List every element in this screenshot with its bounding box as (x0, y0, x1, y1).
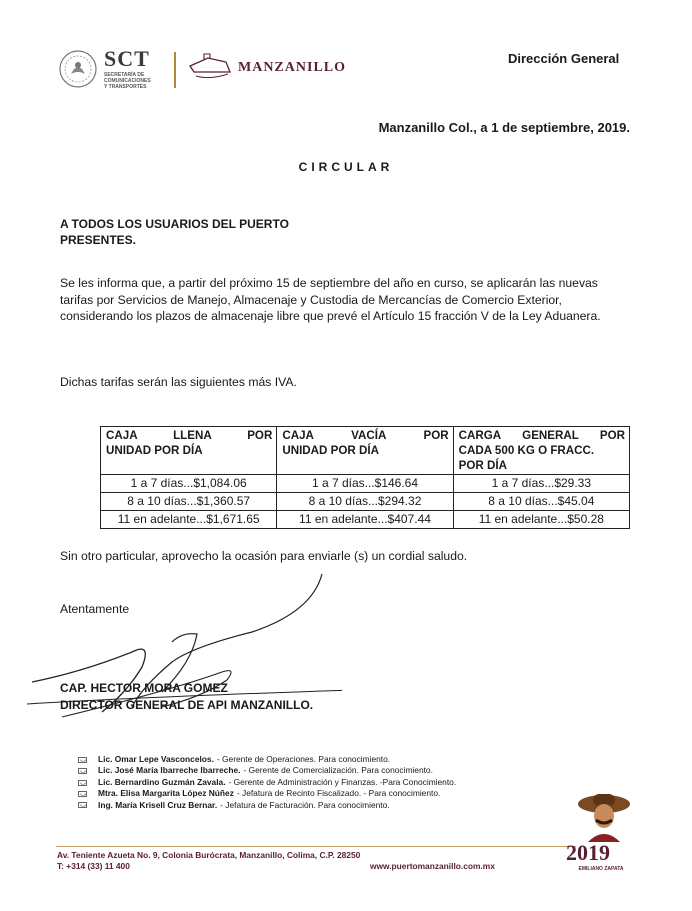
department-title: Dirección General (508, 51, 620, 66)
tariff-table (100, 426, 630, 529)
envelope-icon (78, 757, 87, 763)
port-name-logo: MANZANILLO (238, 60, 347, 75)
envelope-icon (78, 780, 87, 786)
year-subtitle: EMILIANO ZAPATA (578, 866, 624, 872)
year-logo: 2019 (566, 840, 610, 865)
list-item: Mtra. Elisa Margarita López Núñez - Jefatura de Recinto Fiscalizado. - Para conocimiento. (78, 788, 456, 799)
ccp-list (78, 754, 456, 811)
footer-website[interactable]: www.puertomanzanillo.com.mx (370, 861, 495, 871)
list-item: Lic. José María Ibarreche Ibarreche. - Gerente de Comercialización. Para conocimiento. (78, 765, 456, 776)
mexico-seal-icon (58, 48, 98, 90)
footer-address: Av. Teniente Azueta No. 9, Colonia Burócrata, Manzanillo, Colima, C.P. 28250 T: +314 (33) 11 400 (57, 850, 361, 871)
table-row: 11 en adelante...$1,671.65 11 en adelante...$407.44 11 en adelante...$50.28 (101, 511, 630, 529)
envelope-icon (78, 768, 87, 774)
document-type: CIRCULAR (298, 160, 394, 174)
ship-logo-icon (186, 52, 234, 82)
col-empty-container: CAJA VACÍA POR UNIDAD POR DÍA (277, 427, 453, 475)
list-item: Lic. Bernardino Guzmán Zavala. - Gerente de Administración y Finanzas. -Para Conocimiento. (78, 777, 456, 788)
envelope-icon (78, 791, 87, 797)
header-divider (174, 52, 176, 88)
list-item: Lic. Omar Lepe Vasconcelos. - Gerente de Operaciones. Para conocimiento. (78, 754, 456, 765)
footer-divider (56, 846, 576, 847)
signer-block (60, 680, 313, 714)
list-item: Ing. María Krisell Cruz Bernar. - Jefatura de Facturación. Para conocimiento. (78, 800, 456, 811)
signer-name: CAP. HECTOR MORA GOMEZ (60, 681, 228, 695)
envelope-icon (78, 802, 87, 808)
table-row: 1 a 7 días...$1,084.06 1 a 7 días...$146.64 1 a 7 días...$29.33 (101, 475, 630, 493)
col-full-container: CAJA LLENA POR UNIDAD POR DÍA (101, 427, 277, 475)
sct-logo-text: SCT (104, 46, 150, 71)
salutation: A TODOS LOS USUARIOS DEL PUERTO PRESENTES. (60, 217, 289, 247)
table-row: 8 a 10 días...$1,360.57 8 a 10 días...$294.32 8 a 10 días...$45.04 (101, 493, 630, 511)
letter-date: Manzanillo Col., a 1 de septiembre, 2019. (378, 120, 630, 135)
signer-title: DIRECTOR GENERAL DE API MANZANILLO. (60, 698, 314, 712)
zapata-portrait-icon (574, 790, 634, 842)
col-general-cargo: CARGA GENERAL POR CADA 500 KG O FRACC. POR DÍA (453, 427, 629, 475)
tariff-intro: Dichas tarifas serán las siguientes más IVA. (60, 375, 297, 389)
table-header-row (101, 427, 630, 475)
closing-text: Sin otro particular, aprovecho la ocasión para enviarle (s) un cordial saludo. (60, 549, 468, 563)
regards-text: Atentamente (60, 602, 130, 616)
body-paragraph: Se les informa que, a partir del próximo 15 de septiembre del año en curso, se aplicarán las nuevas tarifas por Servicios de Manejo, Almacenaje y Custodia de Mercancías de Comercio Exterior, considerando los plazos de almacenaje libre que prevé el Artículo 15 fracción V de la Ley Aduanera. (60, 276, 601, 323)
sct-subtitle: SECRETARÍA DE COMUNICACIONES Y TRANSPORTES (104, 72, 151, 90)
